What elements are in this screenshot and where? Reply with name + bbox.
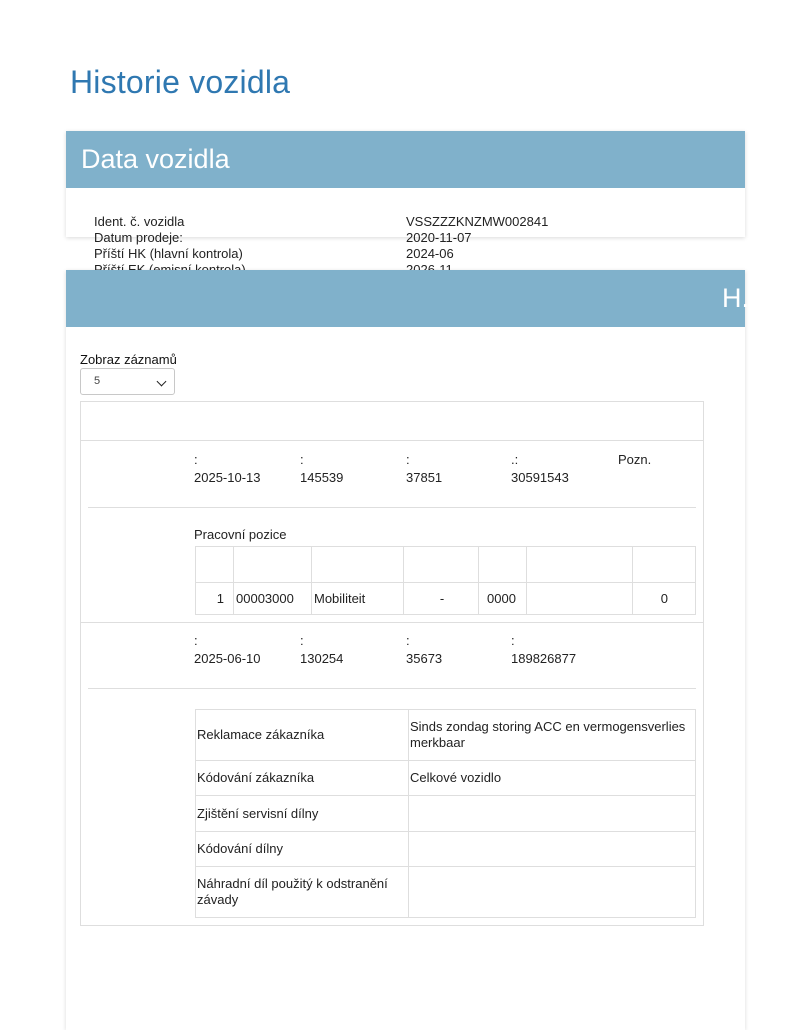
vehicle-data-card [66, 131, 745, 261]
vehicle-data-list [66, 188, 745, 278]
record-mileage: 130254 [300, 651, 344, 666]
chevron-down-icon [157, 377, 167, 387]
vehicle-data-title: Data vozidla [81, 144, 230, 174]
table-row [196, 583, 696, 615]
position-field: - [404, 583, 479, 615]
record-label: : [300, 452, 304, 467]
table-row [196, 867, 696, 918]
claim-label: Náhradní díl použitý k odstranění závady [196, 867, 409, 918]
record-value: 35673 [406, 651, 443, 666]
record-order-number: 189826877 [511, 651, 577, 666]
vehicle-row-next-hk [94, 246, 745, 262]
table-row [196, 796, 696, 832]
vin-label: Ident. č. vozidla [94, 214, 185, 229]
position-empty [527, 583, 633, 615]
table-row [196, 547, 696, 583]
sale-date-label: Datum prodeje: [94, 230, 183, 245]
claim-value: Sinds zondag storing ACC en vermogensverlies merkbaar [409, 710, 696, 761]
claim-value [409, 832, 696, 867]
record-label: : [406, 633, 410, 648]
next-hk-value: 2024-06 [406, 246, 454, 261]
record-date: 2025-06-10 [194, 651, 261, 666]
work-positions-title: Pracovní pozice [194, 527, 287, 542]
divider [88, 507, 696, 508]
record-value: 37851 [406, 470, 443, 485]
history-card [66, 270, 749, 1030]
position-code: 00003000 [234, 583, 312, 615]
record-label: .: [511, 452, 519, 467]
record-label: : [406, 452, 410, 467]
record-note-label: Pozn. [618, 452, 652, 467]
position-index: 1 [196, 583, 234, 615]
record-date: 2025-10-13 [194, 470, 261, 485]
claim-value [409, 867, 696, 918]
history-table [80, 401, 704, 926]
position-quantity: 0 [633, 583, 696, 615]
claim-label: Kódování zákazníka [196, 761, 409, 796]
vehicle-data-header [66, 131, 745, 188]
record-label: : [194, 633, 198, 648]
vin-value: VSSZZZKNZMW002841 [406, 214, 549, 229]
claim-label: Reklamace zákazníka [196, 710, 409, 761]
record-label: : [194, 452, 198, 467]
page-length-label: Zobraz záznamů [80, 352, 177, 367]
record-mileage: 145539 [300, 470, 344, 485]
vehicle-row-sale-date [94, 230, 745, 246]
record-order-number: 30591543 [511, 470, 569, 485]
table-row [196, 832, 696, 867]
claim-value [409, 796, 696, 832]
record-label: : [511, 633, 515, 648]
record-separator [81, 622, 703, 623]
sale-date-value: 2020-11-07 [406, 230, 472, 245]
position-number: 0000 [479, 583, 527, 615]
claim-value: Celkové vozidlo [409, 761, 696, 796]
page-length-select[interactable] [80, 368, 175, 395]
next-hk-label: Příští HK (hlavní kontrola) [94, 246, 243, 261]
work-positions-table [195, 546, 696, 615]
table-row [196, 761, 696, 796]
claim-table [195, 709, 696, 918]
table-row [196, 710, 696, 761]
page-title: Historie vozidla [70, 64, 291, 100]
record-label: : [300, 633, 304, 648]
page-length-value: 5 [94, 375, 101, 387]
position-description: Mobiliteit [312, 583, 404, 615]
claim-label: Zjištění servisní dílny [196, 796, 409, 832]
history-title: H. [722, 283, 749, 313]
vehicle-row-vin [94, 214, 745, 230]
history-header [66, 270, 749, 327]
history-table-header [81, 402, 703, 441]
claim-label: Kódování dílny [196, 832, 409, 867]
divider [88, 688, 696, 689]
